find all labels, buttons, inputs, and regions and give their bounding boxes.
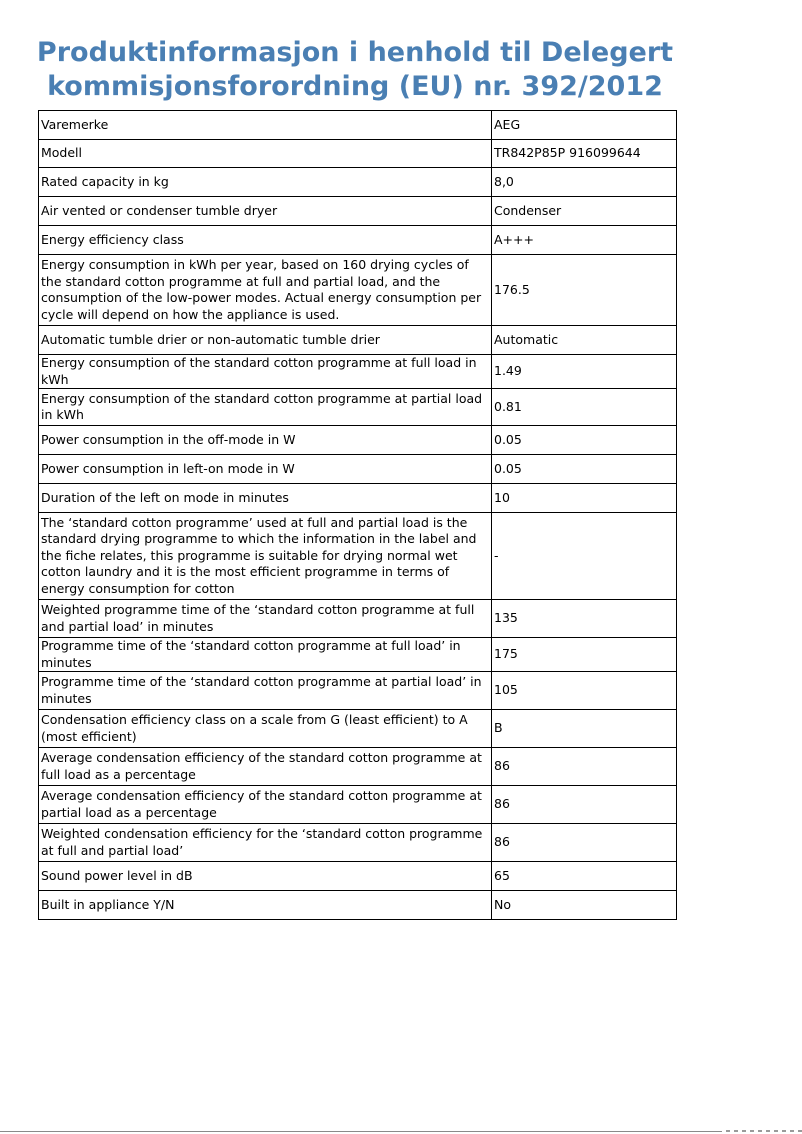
row-value: - <box>492 513 677 600</box>
table-row-dryer-type <box>39 197 677 226</box>
row-label: Average condensation efficiency of the standard cotton programme at full load as a percentage <box>39 748 492 786</box>
row-value: Condenser <box>492 197 677 226</box>
row-label: Programme time of the ‘standard cotton programme at full load’ in minutes <box>39 638 492 672</box>
table-row-programme-time-partial <box>39 672 677 710</box>
row-label: Energy consumption of the standard cotton programme at full load in kWh <box>39 355 492 389</box>
row-label: Built in appliance Y/N <box>39 891 492 920</box>
table-row-automatic <box>39 326 677 355</box>
row-value: TR842P85P 916099644 <box>492 140 677 168</box>
row-value: 65 <box>492 862 677 891</box>
row-value: Automatic <box>492 326 677 355</box>
table-row-annual-energy <box>39 255 677 326</box>
row-label: Energy consumption of the standard cotton programme at partial load in kWh <box>39 389 492 426</box>
row-value: 0.05 <box>492 426 677 455</box>
row-value: 176.5 <box>492 255 677 326</box>
row-label: Duration of the left on mode in minutes <box>39 484 492 513</box>
row-value: 105 <box>492 672 677 710</box>
table-row-brand <box>39 111 677 140</box>
row-value: 86 <box>492 748 677 786</box>
table-row-built-in <box>39 891 677 920</box>
row-label: Varemerke <box>39 111 492 140</box>
row-label: Air vented or condenser tumble dryer <box>39 197 492 226</box>
table-row-programme-time-full <box>39 638 677 672</box>
row-value: No <box>492 891 677 920</box>
table-row-condensation-weighted <box>39 824 677 862</box>
row-label: Modell <box>39 140 492 168</box>
row-value: 10 <box>492 484 677 513</box>
table-row-energy-class <box>39 226 677 255</box>
table-row-weighted-programme-time <box>39 600 677 638</box>
table-row-condensation-full <box>39 748 677 786</box>
page-title <box>0 36 710 104</box>
row-label: Automatic tumble drier or non-automatic tumble drier <box>39 326 492 355</box>
row-label: Condensation efficiency class on a scale from G (least efficient) to A (most efficient) <box>39 710 492 748</box>
table-row-off-mode-power <box>39 426 677 455</box>
table-row-left-on-power <box>39 455 677 484</box>
row-value: 0.05 <box>492 455 677 484</box>
table-row-rated-capacity <box>39 168 677 197</box>
table-row-standard-programme-note <box>39 513 677 600</box>
row-label: Energy consumption in kWh per year, based on 160 drying cycles of the standard cotton programme at full and partial load, and the consumption of the low-power modes. Actual energy consumption per cycle will depend on how the appliance is used. <box>39 255 492 326</box>
table-row-model <box>39 140 677 168</box>
table-row-energy-full-load <box>39 355 677 389</box>
page-bottom-dotted-divider <box>726 1130 802 1132</box>
row-label: Sound power level in dB <box>39 862 492 891</box>
table-row-condensation-partial <box>39 786 677 824</box>
row-value: 86 <box>492 824 677 862</box>
row-label: The ‘standard cotton programme’ used at full and partial load is the standard drying programme to which the information in the label and the fiche relates, this programme is suitable for drying normal wet cotton laundry and it is the most efficient programme in terms of energy consumption for cotton <box>39 513 492 600</box>
table-row-sound-power <box>39 862 677 891</box>
table-row-energy-partial-load <box>39 389 677 426</box>
row-label: Power consumption in the off-mode in W <box>39 426 492 455</box>
row-value: B <box>492 710 677 748</box>
row-value: 86 <box>492 786 677 824</box>
row-label: Weighted condensation efficiency for the ‘standard cotton programme at full and partial load’ <box>39 824 492 862</box>
row-label: Programme time of the ‘standard cotton programme at partial load’ in minutes <box>39 672 492 710</box>
page-title-line-2: kommisjonsforordning (EU) nr. 392/2012 <box>47 71 663 102</box>
row-value: 175 <box>492 638 677 672</box>
row-value: 135 <box>492 600 677 638</box>
page-title-line-1: Produktinformasjon i henhold til Delegert <box>36 37 674 68</box>
row-value: 0.81 <box>492 389 677 426</box>
row-label: Power consumption in left-on mode in W <box>39 455 492 484</box>
row-value: 1.49 <box>492 355 677 389</box>
row-label: Rated capacity in kg <box>39 168 492 197</box>
row-value: A+++ <box>492 226 677 255</box>
row-label: Weighted programme time of the ‘standard cotton programme at full and partial load’ in minutes <box>39 600 492 638</box>
row-value: 8,0 <box>492 168 677 197</box>
table-row-condensation-class <box>39 710 677 748</box>
product-info-table <box>38 110 677 920</box>
row-label: Average condensation efficiency of the standard cotton programme at partial load as a percentage <box>39 786 492 824</box>
page-bottom-divider <box>0 1131 722 1132</box>
row-label: Energy efficiency class <box>39 226 492 255</box>
row-value: AEG <box>492 111 677 140</box>
table-row-left-on-duration <box>39 484 677 513</box>
